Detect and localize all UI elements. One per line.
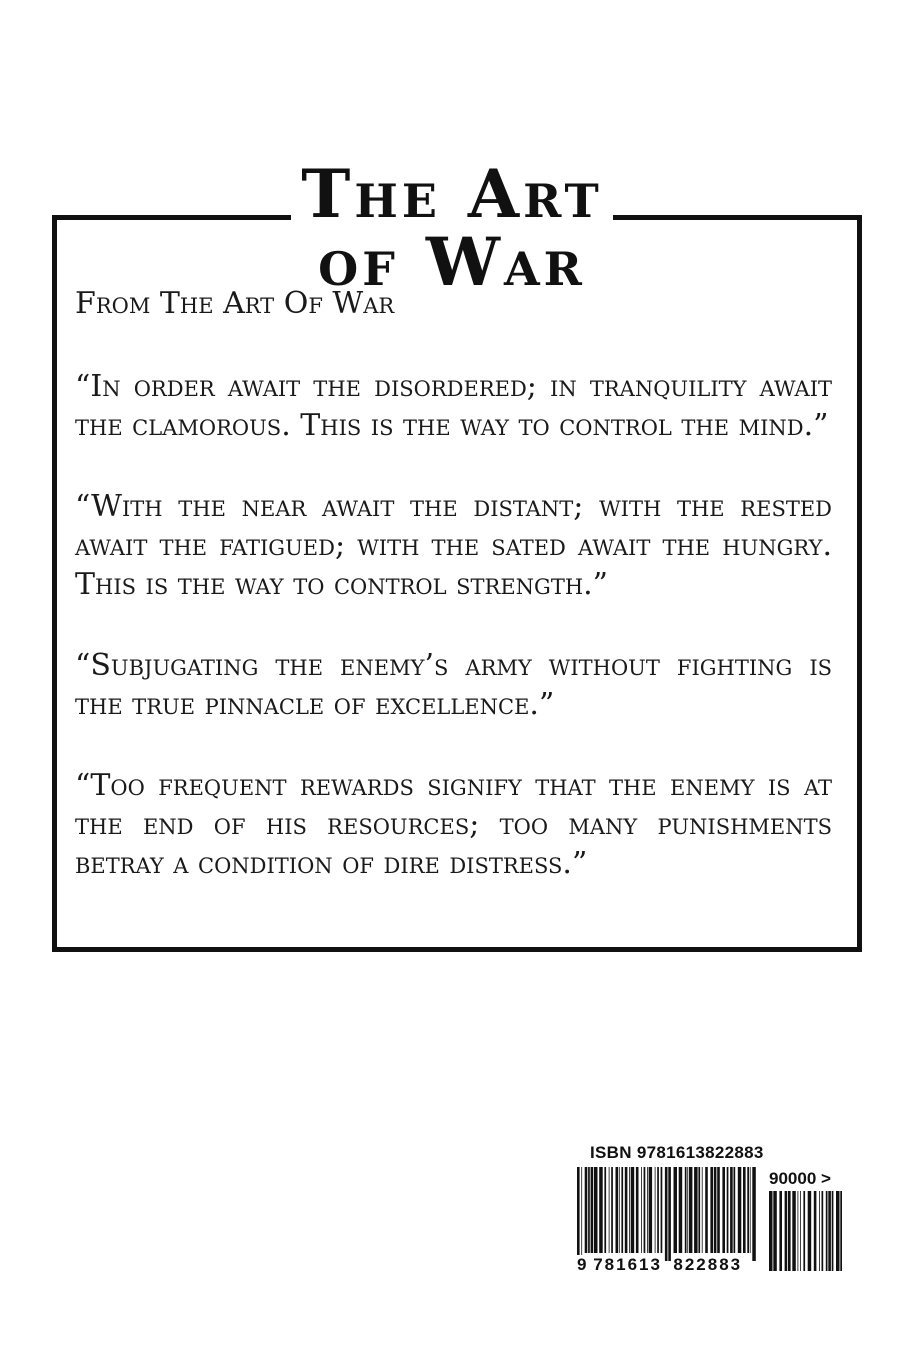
book-title	[291, 155, 613, 301]
barcode-bar	[698, 1167, 700, 1253]
quote-4: “Too frequent rewards signify that the enemy is at the end of his resources; too many punishments betray a condition of dire distress.”	[75, 768, 832, 881]
barcode-bar	[710, 1167, 713, 1253]
isbn-barcode	[576, 1143, 876, 1283]
barcode-bar	[722, 1167, 725, 1253]
barcode-bar	[705, 1167, 708, 1253]
barcode-bar	[687, 1167, 688, 1253]
barcode-bar	[738, 1167, 742, 1253]
barcode-bar	[727, 1167, 729, 1253]
barcode-bar	[717, 1167, 720, 1253]
barcode-bar	[647, 1167, 648, 1253]
book-title-line-1: The Art	[301, 155, 603, 233]
barcode-bar	[577, 1167, 580, 1261]
barcode-bar	[668, 1167, 671, 1261]
barcode-bar	[792, 1191, 796, 1271]
barcode-bar	[752, 1167, 756, 1261]
subtitle: From The Art Of War	[75, 286, 395, 321]
back-cover-text	[75, 284, 832, 925]
quote-1: “In order await the disordered; in tranquility await the clamorous. This is the way to control the mind.”	[75, 369, 832, 443]
barcode-bar	[779, 1191, 782, 1271]
barcode-bar	[773, 1191, 777, 1271]
barcode-bar	[611, 1167, 613, 1253]
barcode-bar	[581, 1167, 582, 1261]
barcode-bar	[655, 1167, 656, 1253]
barcode-bar	[798, 1191, 799, 1271]
barcode-bar	[609, 1167, 610, 1253]
barcode-bar	[616, 1167, 619, 1253]
barcode-bar	[826, 1191, 828, 1271]
barcode-digits-group-1: 781613	[593, 1255, 662, 1274]
barcode-bar	[814, 1191, 817, 1271]
barcode-bar	[702, 1167, 703, 1253]
barcode-bar	[730, 1167, 733, 1253]
barcode-bar	[594, 1167, 598, 1253]
barcode-bar	[588, 1167, 590, 1253]
barcode-bar	[625, 1167, 628, 1253]
barcode-bar	[714, 1167, 717, 1253]
barcode-bar	[785, 1191, 788, 1271]
barcode-bar	[803, 1191, 805, 1271]
barcode-bar	[679, 1167, 683, 1253]
isbn-label: ISBN 9781613822883	[590, 1143, 764, 1162]
barcode-bar	[629, 1167, 630, 1253]
barcode-bar	[832, 1191, 834, 1271]
barcode-bar	[822, 1191, 824, 1271]
barcode-bar	[641, 1167, 642, 1253]
barcode-bar	[819, 1191, 820, 1271]
barcode-bar	[828, 1191, 831, 1271]
barcode-bar	[657, 1167, 659, 1253]
barcode-bar	[734, 1167, 736, 1253]
barcode-digits	[576, 1255, 758, 1275]
barcode-bar	[836, 1191, 840, 1271]
barcode-bar	[585, 1167, 588, 1253]
addon-barcode-bars	[768, 1191, 844, 1271]
barcode-digits-group-2: 822883	[673, 1255, 743, 1274]
barcode-bar	[743, 1167, 746, 1253]
barcode-bar	[599, 1167, 603, 1253]
barcode-bar	[840, 1191, 842, 1271]
barcode-bar	[665, 1167, 668, 1261]
barcode-bar	[619, 1167, 620, 1253]
barcode-bar	[750, 1167, 751, 1253]
barcode-bar	[747, 1167, 749, 1253]
barcode-bar	[636, 1167, 639, 1253]
barcode-bar	[769, 1191, 773, 1271]
barcode-bar	[694, 1167, 698, 1253]
barcode-bar	[604, 1167, 606, 1253]
barcode-bar	[631, 1167, 635, 1253]
barcode-bar	[788, 1191, 791, 1271]
barcode-bar	[591, 1167, 594, 1253]
barcode-bar	[649, 1167, 653, 1253]
barcode-bar	[674, 1167, 678, 1253]
barcode-bar	[800, 1191, 801, 1271]
barcode-digit-first: 9	[577, 1255, 587, 1274]
main-barcode-bars	[576, 1167, 756, 1261]
barcode-bar	[644, 1167, 646, 1253]
barcode-bar	[621, 1167, 623, 1253]
barcode-bar	[808, 1191, 812, 1271]
barcode-bar	[685, 1167, 687, 1253]
price-code: 90000 >	[769, 1169, 831, 1188]
quote-2: “With the near await the distant; with the rested await the fatigued; with the sated await the hungry. This is the way to control strength.”	[75, 489, 832, 602]
book-title-line-2: of War	[318, 223, 586, 301]
quote-3: “Subjugating the enemy’s army without fighting is the true pinnacle of excellence.”	[75, 648, 832, 722]
barcode-bar	[689, 1167, 693, 1253]
barcode-bar	[661, 1167, 663, 1253]
